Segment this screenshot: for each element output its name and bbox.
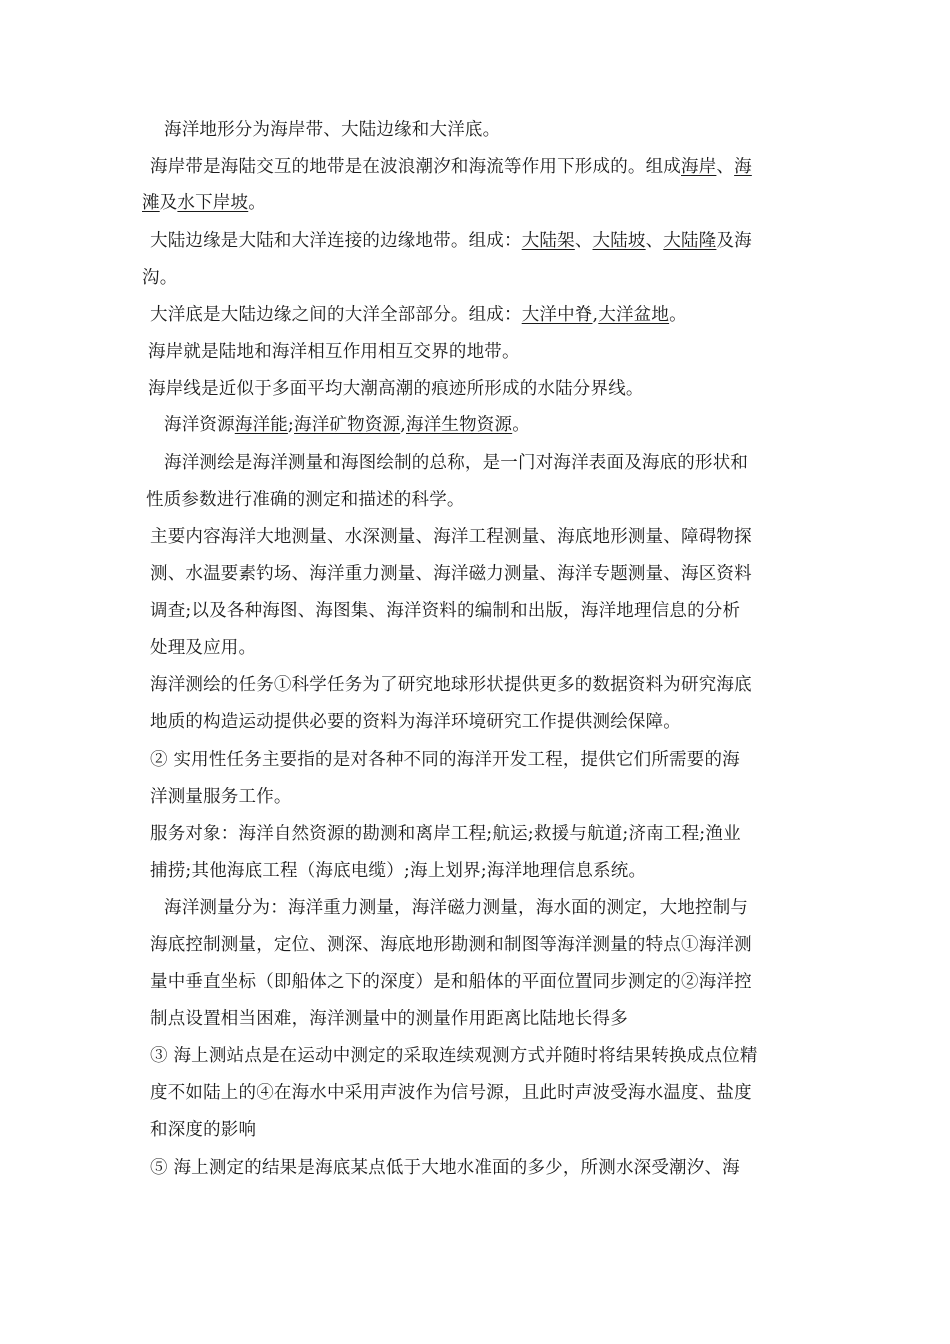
- text-segment: 海岸就是陆地和海洋相互作用相互交界的地带。: [148, 342, 520, 362]
- text-line: [146, 488, 465, 512]
- text-segment: 海洋地形分为海岸带、大陆边缘和大洋底。: [164, 120, 501, 140]
- text-segment: 海岸线是近似于多面平均大潮高潮的痕迹所形成的水陆分界线。: [148, 379, 644, 399]
- underlined-term: 大洋盆地: [598, 305, 670, 325]
- text-line: [150, 859, 646, 883]
- text-line: [150, 673, 752, 697]
- text-line: [164, 413, 530, 437]
- text-segment: 和深度的影响: [150, 1120, 257, 1140]
- text-segment: ;: [287, 415, 295, 435]
- text-line: [150, 970, 752, 994]
- text-line: [150, 303, 687, 327]
- text-segment: 海底控制测量，定位、测深、海底地形勘测和制图等海洋测量的特点①海洋测: [150, 935, 752, 955]
- text-segment: 制点设置相当困难，海洋测量中的测量作用距离比陆地长得多: [150, 1009, 628, 1029]
- text-segment: ② 实用性任务主要指的是对各种不同的海洋开发工程，提供它们所需要的海: [150, 750, 740, 770]
- underlined-term: 滩: [142, 193, 160, 213]
- text-segment: 及: [159, 193, 178, 213]
- text-segment: 海洋测绘的任务①科学任务为了研究地球形状提供更多的数据资料为研究海底: [150, 675, 752, 695]
- text-line: [150, 710, 681, 734]
- text-segment: 及海: [716, 231, 752, 251]
- text-segment: 地质的构造运动提供必要的资料为海洋环境研究工作提供测绘保障。: [150, 712, 681, 732]
- text-segment: ,: [400, 415, 406, 435]
- text-segment: 。: [248, 193, 266, 213]
- text-line: [164, 896, 748, 920]
- text-segment: 服务对象：海洋自然资源的勘测和离岸工程;航运;救援与航道;济南工程;渔业: [150, 824, 741, 844]
- text-segment: 测、水温要素钓场、海洋重力测量、海洋磁力测量、海洋专题测量、海区资料: [150, 564, 752, 584]
- text-line: [150, 933, 752, 957]
- underlined-term: 水下岸坡: [177, 193, 249, 213]
- text-segment: 。: [669, 305, 687, 325]
- text-line: [150, 822, 741, 846]
- text-line: [150, 1007, 628, 1031]
- text-line: [150, 155, 752, 179]
- text-segment: 处理及应用。: [150, 638, 257, 658]
- text-segment: 、: [716, 157, 735, 177]
- underlined-term: 大陆架: [521, 231, 575, 251]
- text-line: [150, 229, 752, 253]
- text-segment: 捕捞;其他海底工程（海底电缆）;海上划界;海洋地理信息系统。: [150, 861, 647, 881]
- text-segment: 大陆边缘是大陆和大洋连接的边缘地带。组成：: [150, 231, 522, 251]
- text-line: [148, 377, 644, 401]
- text-segment: 海洋测量分为：海洋重力测量，海洋磁力测量，海水面的测定，大地控制与: [164, 898, 749, 918]
- underlined-term: 海岸: [681, 157, 717, 177]
- text-segment: 沟。: [142, 268, 178, 288]
- text-line: [150, 1156, 740, 1180]
- text-line: [150, 525, 752, 549]
- text-segment: 调查;以及各种海图、海图集、海洋资料的编制和出版，海洋地理信息的分析: [150, 601, 741, 621]
- text-segment: ⑤ 海上测定的结果是海底某点低于大地水准面的多少，所测水深受潮汐、海: [150, 1158, 740, 1178]
- underlined-term: 海洋矿物资源: [294, 415, 401, 435]
- underlined-term: 大陆坡: [592, 231, 646, 251]
- text-segment: ③ 海上测站点是在运动中测定的采取连续观测方式并随时将结果转换成点位精: [150, 1046, 758, 1066]
- underlined-term: 大洋中脊: [521, 305, 593, 325]
- text-segment: 海岸带是海陆交互的地带是在波浪潮汐和海流等作用下形成的。组成: [150, 157, 681, 177]
- text-line: [142, 191, 266, 215]
- text-line: [150, 748, 740, 772]
- underlined-term: 海洋生物资源: [406, 415, 513, 435]
- text-segment: 主要内容海洋大地测量、水深测量、海洋工程测量、海底地形测量、障碍物探: [150, 527, 752, 547]
- text-line: [150, 599, 740, 623]
- text-line: [148, 340, 520, 364]
- underlined-term: 大陆隆: [663, 231, 717, 251]
- text-line: [150, 1081, 752, 1105]
- text-segment: 海洋测绘是海洋测量和海图绘制的总称，是一门对海洋表面及海底的形状和: [164, 453, 749, 473]
- text-line: [164, 118, 500, 142]
- text-line: [150, 562, 752, 586]
- text-segment: 量中垂直坐标（即船体之下的深度）是和船体的平面位置同步测定的②海洋控: [150, 972, 752, 992]
- text-line: [150, 1044, 758, 1068]
- text-segment: 性质参数进行准确的测定和描述的科学。: [146, 490, 465, 510]
- text-segment: 度不如陆上的④在海水中采用声波作为信号源，且此时声波受海水温度、盐度: [150, 1083, 752, 1103]
- text-line: [164, 451, 748, 475]
- text-segment: 。: [512, 415, 530, 435]
- text-segment: 洋测量服务工作。: [150, 787, 292, 807]
- underlined-term: 海: [734, 157, 752, 177]
- text-line: [150, 1118, 256, 1142]
- text-line: [150, 636, 256, 660]
- text-segment: 、: [645, 231, 664, 251]
- text-line: [150, 785, 292, 809]
- underlined-term: 海洋能: [234, 415, 288, 435]
- text-segment: 海洋资源: [164, 415, 235, 435]
- text-line: [142, 266, 177, 290]
- text-segment: 、: [574, 231, 593, 251]
- text-segment: 大洋底是大陆边缘之间的大洋全部部分。组成：: [150, 305, 522, 325]
- text-segment: ,: [592, 305, 599, 325]
